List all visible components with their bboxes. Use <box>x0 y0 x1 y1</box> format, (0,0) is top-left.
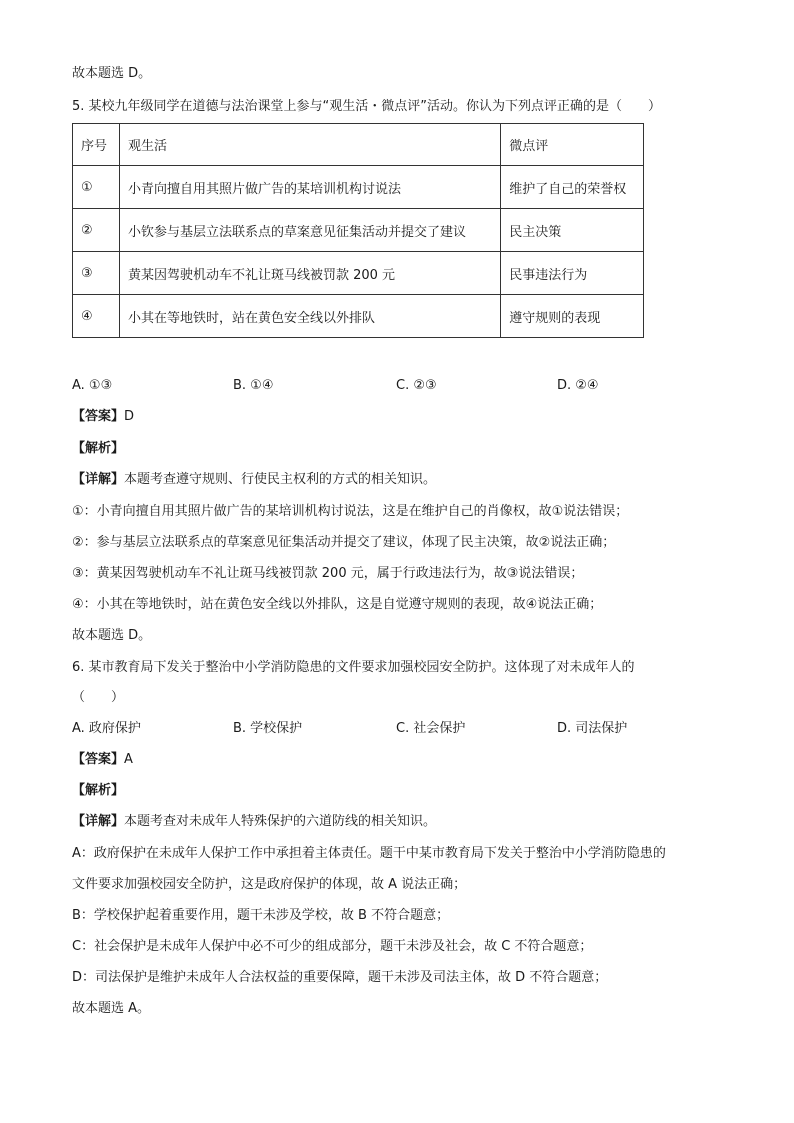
q5-option-d: D. ②④ <box>557 378 599 393</box>
header-cell: 微点评 <box>501 124 644 166</box>
q6-option-c: C. 社会保护 <box>396 721 466 736</box>
q6-analysis-line-3: B：学校保护起着重要作用，题干未涉及学校，故 B 不符合题意； <box>72 908 450 923</box>
q6-analysis-label: 【解析】 <box>72 783 125 798</box>
table-header-row <box>73 124 644 166</box>
q5-answer <box>72 408 134 426</box>
table-row <box>73 166 644 209</box>
q5-option-b: B. ①④ <box>233 378 274 393</box>
q5-option-a: A. ①③ <box>72 378 113 393</box>
q5-analysis-label: 【解析】 <box>72 441 125 456</box>
table-cell: 小钦参与基层立法联系点的草案意见征集活动并提交了建议 <box>119 209 500 252</box>
table-cell: 民事违法行为 <box>501 252 644 295</box>
q5-table <box>72 123 644 338</box>
table-row <box>73 209 644 252</box>
table-cell: 遵守规则的表现 <box>501 295 644 338</box>
q6-option-b: B. 学校保护 <box>233 721 303 736</box>
table-cell: ① <box>73 166 120 209</box>
table-row <box>73 295 644 338</box>
previous-conclusion: 故本题选 D。 <box>72 66 152 81</box>
q5-option-c: C. ②③ <box>396 378 437 393</box>
header-cell: 序号 <box>73 124 120 166</box>
table-cell: 黄某因驾驶机动车不礼让斑马线被罚款 200 元 <box>119 252 500 295</box>
answer-value: A <box>124 752 133 767</box>
table-cell: 小青向擅自用其照片做广告的某培训机构讨说法 <box>119 166 500 209</box>
q6-analysis-line-1: A：政府保护在未成年人保护工作中承担着主体责任。题干中某市教育局下发关于整治中小学消防隐患的 <box>72 846 666 861</box>
q6-stem-line-1: 6. 某市教育局下发关于整治中小学消防隐患的文件要求加强校园安全防护。这体现了对未成年人的 <box>72 660 635 675</box>
table-cell: 民主决策 <box>501 209 644 252</box>
q6-answer <box>72 751 133 769</box>
q6-option-a: A. 政府保护 <box>72 721 141 736</box>
answer-label: 【答案】 <box>72 409 125 424</box>
q6-analysis-line-4: C：社会保护是未成年人保护中必不可少的组成部分，题干未涉及社会，故 C 不符合题意； <box>72 939 593 954</box>
table-cell: 维护了自己的荣誉权 <box>501 166 644 209</box>
answer-label: 【答案】 <box>72 752 125 767</box>
detail-label: 【详解】 <box>72 472 125 487</box>
q6-stem-line-2: （ ） <box>72 690 125 705</box>
table-cell: ③ <box>73 252 120 295</box>
q5-analysis-item-1: ①：小青向擅自用其照片做广告的某培训机构讨说法，这是在维护自己的肖像权，故①说法错误； <box>72 504 629 519</box>
q6-analysis-line-5: D：司法保护是维护未成年人合法权益的重要保障，题干未涉及司法主体，故 D 不符合题意； <box>72 970 608 985</box>
detail-text: 本题考查对未成年人特殊保护的六道防线的相关知识。 <box>124 814 437 829</box>
answer-value: D <box>124 409 135 424</box>
q6-conclusion: 故本题选 A。 <box>72 1001 151 1016</box>
q6-detail <box>72 813 436 831</box>
q5-detail <box>72 471 436 489</box>
q6-option-d: D. 司法保护 <box>557 721 628 736</box>
q5-analysis-item-2: ②：参与基层立法联系点的草案意见征集活动并提交了建议，体现了民主决策，故②说法正确； <box>72 535 616 550</box>
table-row <box>73 252 644 295</box>
q5-analysis-item-3: ③：黄某因驾驶机动车不礼让斑马线被罚款 200 元，属于行政违法行为，故③说法错误； <box>72 566 584 581</box>
header-cell: 观生活 <box>119 124 500 166</box>
q6-analysis-line-2: 文件要求加强校园安全防护，这是政府保护的体现，故 A 说法正确； <box>72 877 467 892</box>
q5-stem: 5. 某校九年级同学在道德与法治课堂上参与“观生活・微点评”活动。你认为下列点评正确的是（ ） <box>72 99 662 114</box>
q5-conclusion: 故本题选 D。 <box>72 628 152 643</box>
detail-text: 本题考查遵守规则、行使民主权利的方式的相关知识。 <box>124 472 437 487</box>
detail-label: 【详解】 <box>72 814 125 829</box>
q5-analysis-item-4: ④：小其在等地铁时，站在黄色安全线以外排队，这是自觉遵守规则的表现，故④说法正确； <box>72 597 603 612</box>
table-cell: ④ <box>73 295 120 338</box>
table-cell: 小其在等地铁时，站在黄色安全线以外排队 <box>119 295 500 338</box>
table-cell: ② <box>73 209 120 252</box>
